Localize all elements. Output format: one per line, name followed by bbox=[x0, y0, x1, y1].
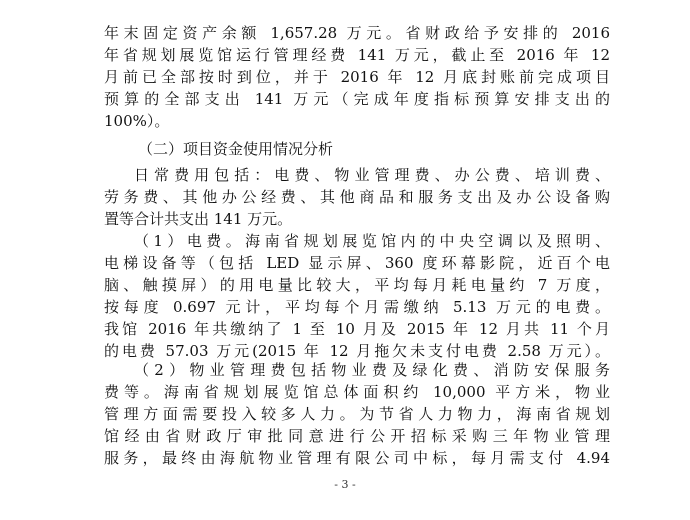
electricity-line-3: 脑、触摸屏）的用电量比较大，平均每月耗电量约 7 万度， bbox=[104, 276, 610, 294]
daily-expenses-line-2: 劳务费、其他办公经费、其他商品和服务支出及办公设备购 bbox=[104, 188, 610, 206]
property-line-2: 费等。海南省规划展览馆总体面积约 10,000 平方米，物业 bbox=[104, 383, 610, 401]
intro-line-3: 月前已全部按时到位，并于 2016 年 12 月底封账前完成项目 bbox=[104, 68, 610, 86]
page-number: - 3 - bbox=[334, 478, 356, 491]
intro-line-4: 预算的全部支出 141 万元（完成年度指标预算安排支出的 bbox=[104, 90, 610, 108]
intro-line-5: 100%）。 bbox=[104, 112, 170, 130]
property-line-1: （2）物业管理费包括物业费及绿化费、消防安保服务 bbox=[134, 361, 610, 379]
section-heading: （二）项目资金使用情况分析 bbox=[138, 140, 334, 158]
intro-line-2: 年省规划展览馆运行管理经费 141 万元，截止至 2016 年 12 bbox=[104, 46, 610, 64]
electricity-line-6: 的电费 57.03 万元(2015 年 12 月拖欠未支付电费 2.58 万元）。 bbox=[104, 342, 610, 360]
electricity-line-5: 我馆 2016 年共缴纳了 1 至 10 月及 2015 年 12 月共 11 个月 bbox=[104, 320, 610, 338]
daily-expenses-line-3: 置等合计共支出 141 万元。 bbox=[104, 210, 293, 228]
property-line-5: 服务，最终由海航物业管理有限公司中标，每月需支付 4.94 bbox=[104, 449, 610, 467]
intro-line-1: 年末固定资产余额 1,657.28 万元。省财政给予安排的 2016 bbox=[104, 24, 610, 42]
electricity-line-1: （1）电费。海南省规划展览馆内的中央空调以及照明、 bbox=[134, 232, 610, 250]
daily-expenses-line-1: 日常费用包括：电费、物业管理费、办公费、培训费、 bbox=[134, 166, 610, 184]
electricity-line-2: 电梯设备等（包括 LED 显示屏、360 度环幕影院，近百个电 bbox=[104, 254, 610, 272]
property-line-3: 管理方面需要投入较多人力。为节省人力物力，海南省规划 bbox=[104, 405, 610, 423]
property-line-4: 馆经由省财政厅审批同意进行公开招标采购三年物业管理 bbox=[104, 427, 610, 445]
electricity-line-4: 按每度 0.697 元计，平均每个月需缴纳 5.13 万元的电费。 bbox=[104, 298, 610, 316]
